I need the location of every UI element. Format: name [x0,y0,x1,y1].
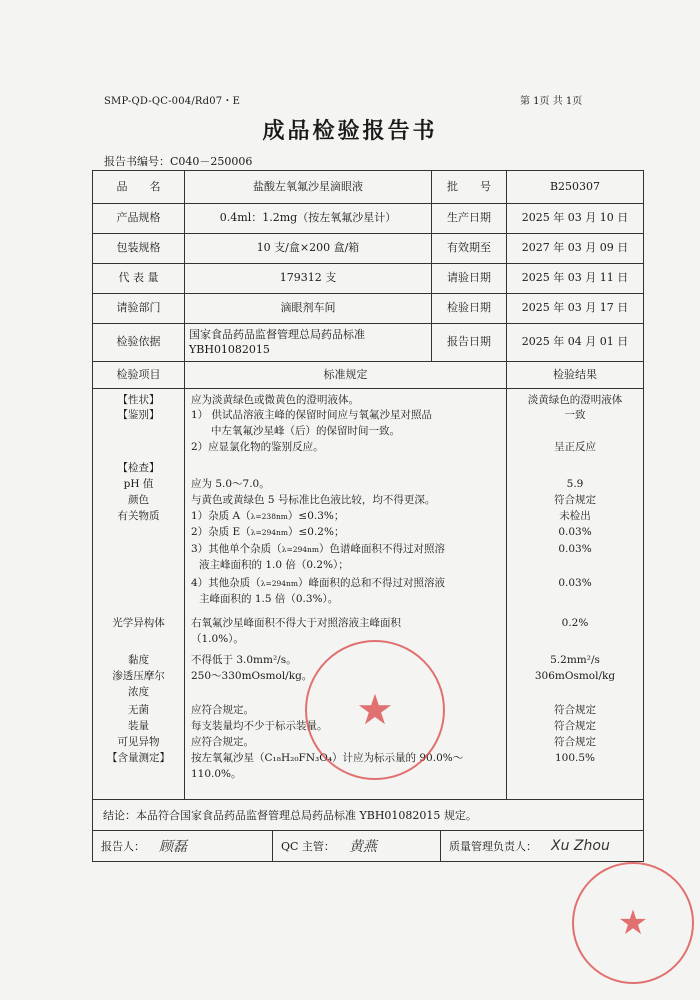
test-date-label: 检验日期 [432,294,507,323]
standard-line: 110.0%。 [191,768,242,780]
standard-line: 与黄色或黄绿色 5 号标准比色液比较，均不得更深。 [191,494,436,506]
report-number-value: C040－250006 [170,155,253,168]
standard-text: 4）其他杂质（ [191,577,261,589]
test-item: 装量 [128,720,149,732]
standard-line: （1.0%）。 [191,633,244,645]
expiry-date: 2027 年 03 月 09 日 [521,241,629,255]
production-date-label: 生产日期 [432,204,507,233]
product-name: 盐酸左氧氟沙星滴眼液 [185,171,432,203]
result-value: 符合规定 [554,704,596,716]
standard-line [185,525,506,540]
result-value: 306mOsmol/kg [534,670,616,682]
test-item: 可见异物 [117,736,160,748]
report-number [104,153,252,169]
request-date: 2025 年 03 月 11 日 [521,271,629,285]
test-item: 【性状】 [117,394,160,406]
standard-text: 2）杂质 E（ [191,526,251,538]
item-column [93,389,185,799]
test-item: pH 值 [123,478,154,490]
quality-seal-icon [572,862,694,984]
pack-label: 包装规格 [93,234,185,263]
standard-line: 不得低于 3.0mm²/s。 [191,654,297,666]
basis-label: 检验依据 [93,324,185,361]
seal-star-icon: ★ [617,903,649,943]
standard-line: 每支装量均不少于标示装量。 [191,720,328,732]
qc-label: QC 主管： [281,840,335,853]
standard-header: 标准规定 [185,362,507,388]
test-item: 光学异构体 [112,617,165,629]
standard-text: 3）其他单个杂质（ [191,543,282,555]
result-value: 淡黄绿色的澄明液体 [527,394,623,406]
report-date-label: 报告日期 [432,324,507,361]
spec-label: 产品规格 [93,204,185,233]
test-item: 颜色 [128,494,149,506]
standard-text: ）≤0.2%； [287,526,345,538]
name-label: 品 名 [93,171,185,203]
test-item: 黏度 [128,654,149,666]
result-value: 0.03% [558,543,592,555]
page-info: 第 1页 共 1页 [520,96,583,107]
wavelength-note: λ=238nm [250,512,288,521]
reporter-signature: 顾磊 [159,839,187,855]
qc-cell [273,831,441,861]
standard-text: ）峰面积的总和不得过对照溶液 [297,577,445,589]
test-item: 【鉴别】 [117,409,160,421]
department: 滴眼剂车间 [185,294,432,323]
result-value: 0.03% [558,577,592,589]
standard-line: 应为 5.0～7.0。 [191,478,270,490]
wavelength-note: λ=294nm [281,545,319,554]
batch-number: B250307 [549,179,601,193]
standard-line: 液主峰面积的 1.0 倍（0.2%）； [199,559,349,571]
result-value: 5.2mm²/s [550,654,600,666]
info-row [93,234,643,264]
standard-line: 按左氧氟沙星（C₁₈H₂₀FN₃O₄）计应为标示量的 90.0%～ [191,752,464,764]
official-seal-icon [305,640,445,780]
result-value: 符合规定 [554,736,596,748]
basis-line: YBH01082015 [189,342,270,356]
test-item: 【检查】 [117,462,160,474]
quantity-label: 代 表 量 [93,264,185,293]
request-date-label: 请验日期 [432,264,507,293]
item-header: 检验项目 [93,362,185,388]
result-value: 符合规定 [554,720,596,732]
reporter-label: 报告人： [101,840,145,853]
result-value: 5.9 [566,478,584,490]
standard-line: 2）应显氯化物的鉴别反应。 [191,441,324,453]
standard-line: 250～330mOsmol/kg。 [191,670,313,682]
test-item: 浓度 [128,686,149,698]
standard-text: ）≤0.3%； [287,510,345,522]
standard-line: 应为淡黄绿色或微黄色的澄明液体。 [191,394,359,406]
result-value: 未检出 [559,510,591,522]
standard-line: 应符合规定。 [191,736,254,748]
qm-cell [441,831,643,861]
conclusion: 结论：本品符合国家食品药品监督管理总局药品标准 YBH01082015 规定。 [93,800,643,831]
result-value: 0.2% [561,617,589,629]
product-spec: 0.4ml：1.2mg（按左氧氟沙星计） [185,204,432,233]
batch-label: 批 号 [432,171,507,203]
production-date: 2025 年 03 月 10 日 [521,211,629,225]
standard-line: 中左氧氟沙星峰（后）的保留时间一致。 [211,425,400,437]
quantity: 179312 支 [185,264,432,293]
standard-line: 1） 供试品溶液主峰的保留时间应与氧氟沙星对照品 [191,409,433,421]
wavelength-note: λ=294nm [250,528,288,537]
standard-text: ）色谱峰面积不得过对照溶 [318,543,445,555]
test-item: 【含量测定】 [107,752,170,764]
standard-line [185,542,506,557]
test-basis [185,324,432,361]
qc-signature: 黄燕 [348,839,377,855]
column-header-row [93,362,643,389]
result-value: 0.03% [558,526,592,538]
info-row [93,324,643,362]
expiry-label: 有效期至 [432,234,507,263]
signature-row [93,831,643,861]
standard-line: 右氧氟沙星峰面积不得大于对照溶液主峰面积 [191,617,401,629]
reporter-cell [93,831,273,861]
seal-star-icon: ★ [356,685,394,734]
department-label: 请验部门 [93,294,185,323]
result-column [507,389,643,799]
test-item: 渗透压摩尔 [112,670,165,682]
result-value: 呈正反应 [554,441,596,453]
standard-text: 1）杂质 A（ [191,510,251,522]
standard-line: 主峰面积的 1.5 倍（0.3%）。 [199,593,339,605]
basis-line: 国家食品药品监督管理总局药品标准 [189,327,365,341]
info-row [93,171,643,204]
qm-label: 质量管理负责人： [449,840,537,853]
result-value: 符合规定 [554,494,596,506]
report-number-label: 报告书编号： [104,155,170,168]
report-date: 2025 年 04 月 01 日 [521,335,629,349]
test-item: 有关物质 [117,510,160,522]
qm-signature: Xu Zhou [551,838,610,854]
standard-line [185,509,506,524]
info-row [93,264,643,294]
result-header: 检验结果 [553,367,597,381]
standard-line: 应符合规定。 [191,704,254,716]
test-date: 2025 年 03 月 17 日 [521,301,629,315]
standard-line [185,576,506,591]
wavelength-note: λ=294nm [260,579,298,588]
info-row [93,294,643,324]
pack-spec: 10 支/盒×200 盒/箱 [185,234,432,263]
result-value: 一致 [564,409,586,421]
document-code: SMP-QD-QC-004/Rd07・E [104,96,241,107]
report-title: 成品检验报告书 [262,118,438,144]
test-item: 无菌 [128,704,149,716]
result-value: 100.5% [554,752,596,764]
info-row [93,204,643,234]
